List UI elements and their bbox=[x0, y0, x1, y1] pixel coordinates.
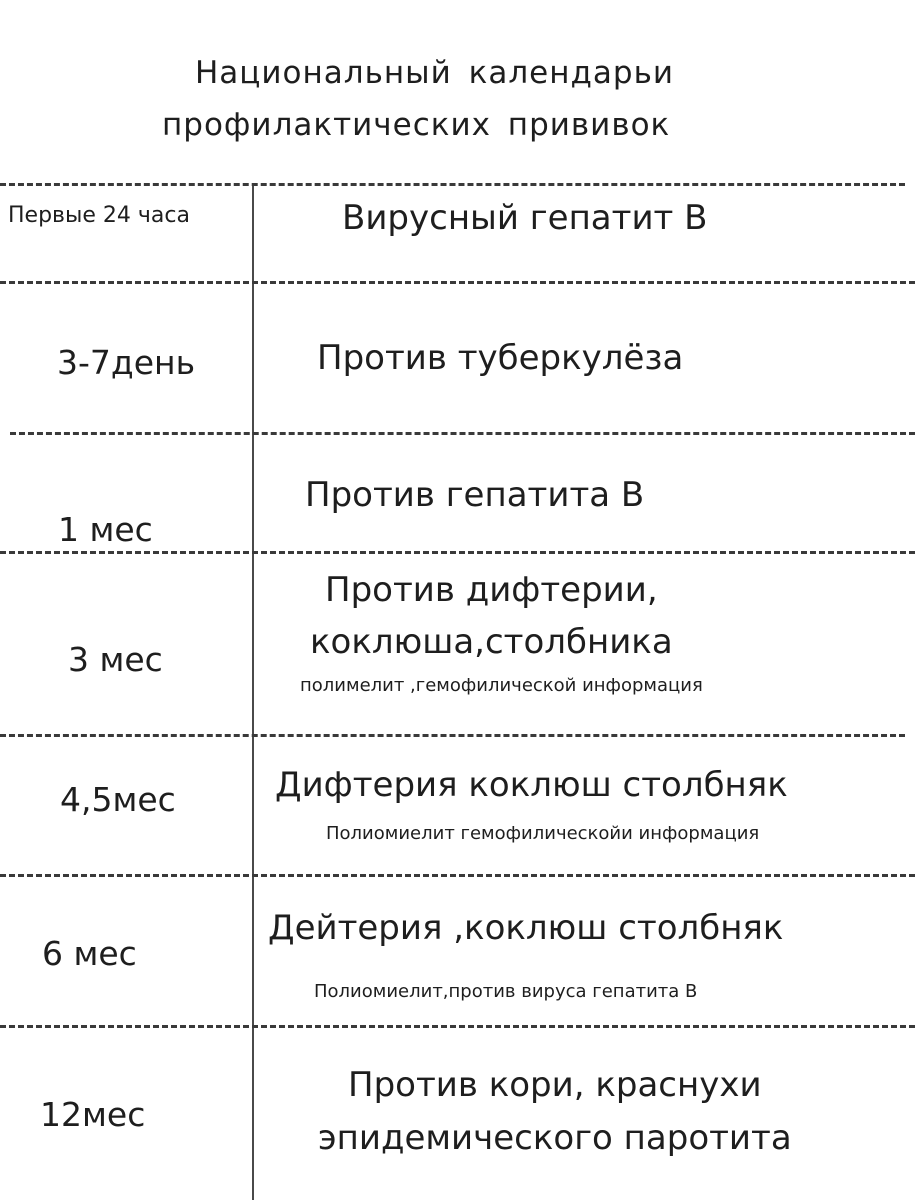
row-age-label: 3-7день bbox=[57, 343, 196, 382]
row-divider bbox=[0, 734, 905, 737]
row-divider bbox=[0, 874, 915, 877]
row-divider bbox=[0, 551, 915, 554]
vaccine-label: Против туберкулёза bbox=[317, 338, 684, 378]
row-age-label: 6 мес bbox=[42, 934, 137, 973]
vaccine-note: полимелит ,гемофилической информация bbox=[300, 675, 703, 696]
vaccine-note: Полиомиелит,против вируса гепатита В bbox=[314, 981, 698, 1002]
vaccine-label: Против дифтерии, bbox=[325, 570, 658, 610]
row-divider bbox=[10, 432, 915, 435]
row-divider bbox=[0, 183, 905, 186]
vaccine-label: Против гепатита В bbox=[305, 475, 645, 515]
row-age-label: Первые 24 часа bbox=[8, 203, 190, 228]
row-age-label: 4,5мес bbox=[60, 780, 176, 819]
vaccine-note: Полиомиелит гемофилическойи информация bbox=[326, 823, 760, 844]
title-line-2: профилактических прививок bbox=[162, 107, 671, 143]
row-age-label: 1 мес bbox=[58, 510, 153, 549]
vaccine-label: эпидемического паротита bbox=[318, 1118, 792, 1158]
vaccine-label: Дейтерия ,коклюш столбняк bbox=[268, 908, 784, 948]
row-divider bbox=[0, 281, 915, 284]
column-divider bbox=[252, 185, 254, 1200]
row-age-label: 3 мес bbox=[68, 640, 163, 679]
row-divider bbox=[0, 1025, 915, 1028]
row-age-label: 12мес bbox=[40, 1095, 146, 1134]
vaccine-label: Дифтерия коклюш столбняк bbox=[275, 765, 788, 805]
title-line-1: Национальный календарьи bbox=[195, 55, 675, 91]
vaccine-label: коклюша,столбника bbox=[310, 622, 673, 662]
vaccine-label: Вирусный гепатит В bbox=[342, 198, 708, 238]
vaccine-label: Против кори, краснухи bbox=[348, 1065, 762, 1105]
